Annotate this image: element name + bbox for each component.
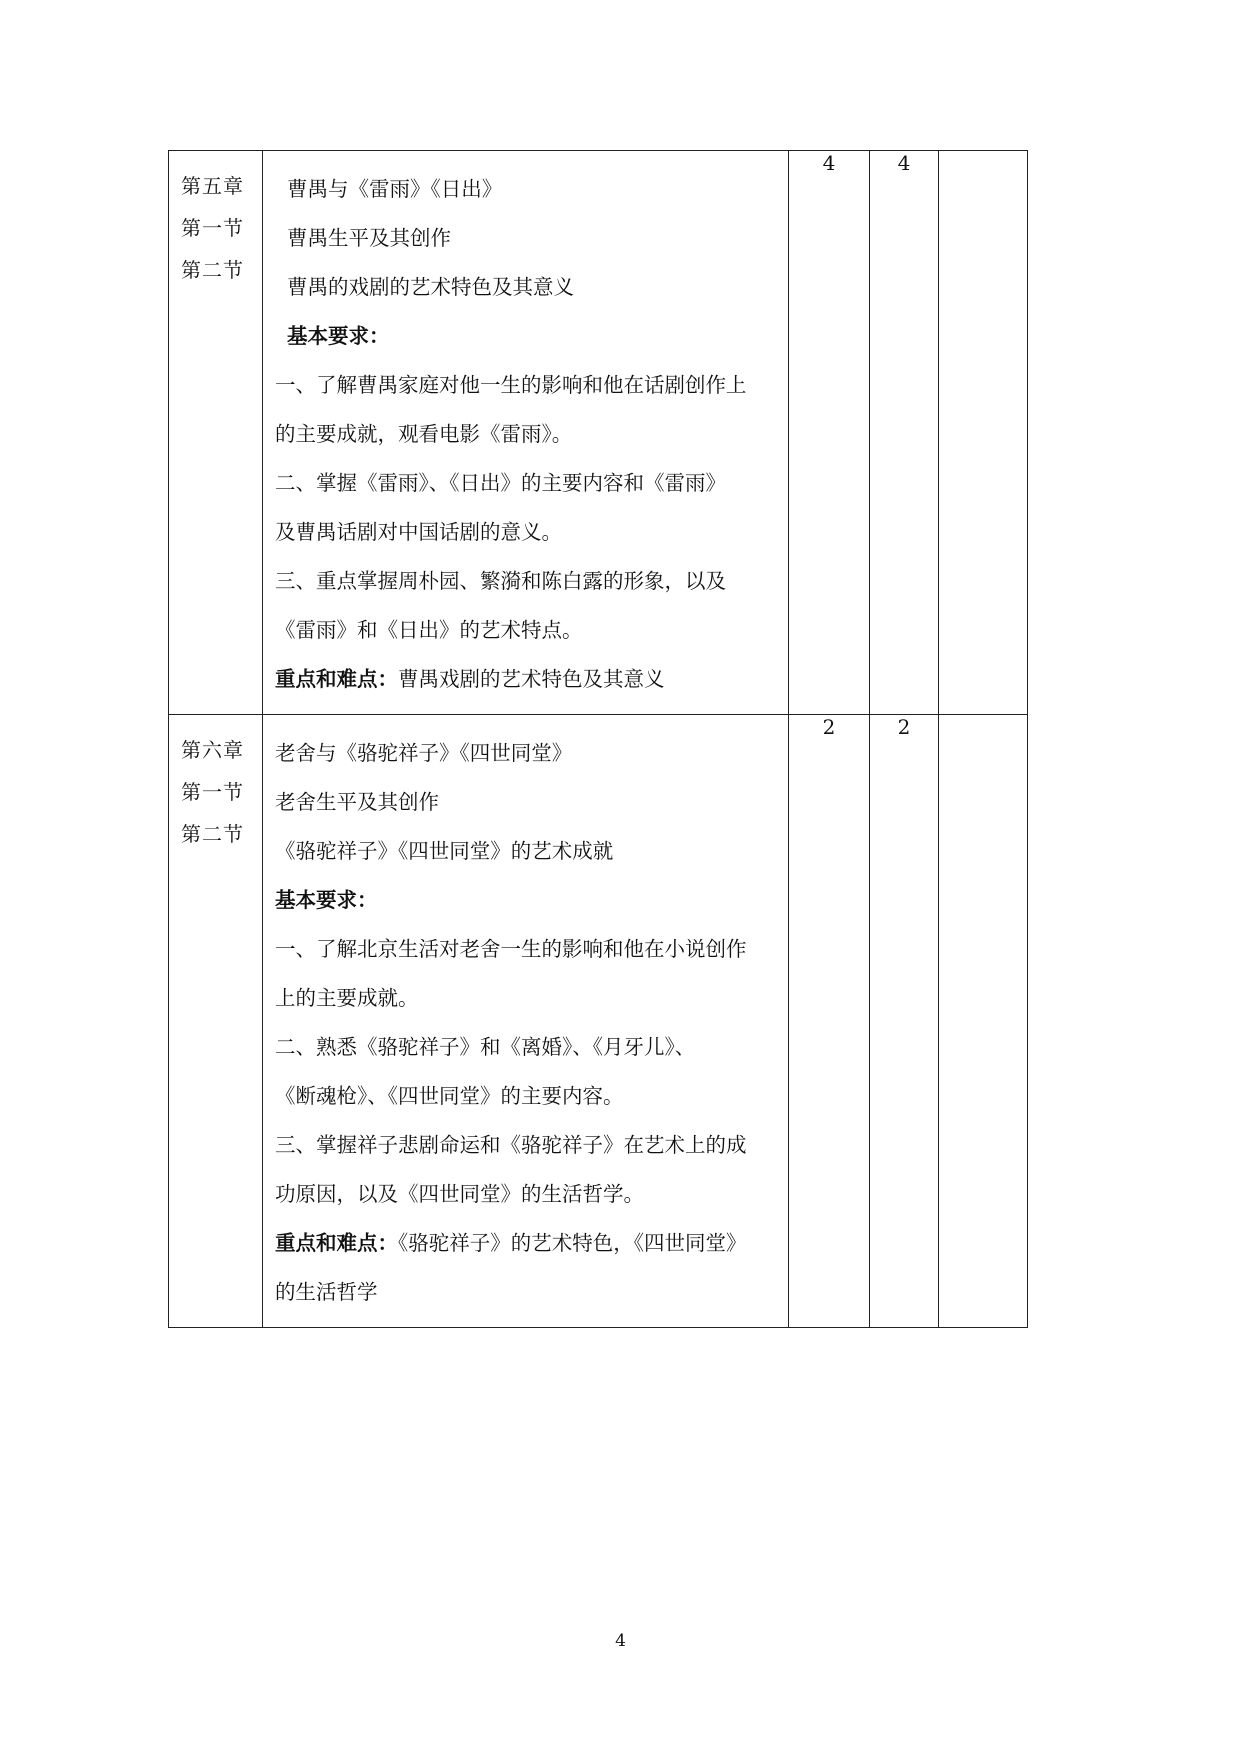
requirement-line: 功原因，以及《四世同堂》的生活哲学。: [275, 1182, 644, 1206]
requirement-line: 一、了解曹禺家庭对他一生的影响和他在话剧创作上: [275, 373, 747, 397]
note-cell: [939, 151, 1028, 715]
key-points-label: 重点和难点：: [275, 1231, 398, 1255]
key-points-text: 《骆驼祥子》的艺术特色，《四世同堂》: [398, 1231, 747, 1255]
section-topic: 曹禺生平及其创作: [287, 226, 451, 250]
requirement-line: 的主要成就，观看电影《雷雨》。: [275, 422, 573, 446]
key-points-text-continued: 的生活哲学: [275, 1280, 378, 1304]
chapter-cell: [169, 715, 263, 1328]
section-topic: 曹禺的戏剧的艺术特色及其意义: [287, 275, 574, 299]
note-cell: [939, 715, 1028, 1328]
requirement-line: 及曹禺话剧对中国话剧的意义。: [275, 520, 562, 544]
section-label: 第二节: [181, 258, 244, 282]
hours-cell: 4: [789, 151, 870, 715]
key-points-label: 重点和难点：: [275, 667, 398, 691]
section-topic: 《骆驼祥子》《四世同堂》的艺术成就: [275, 839, 614, 863]
requirement-line: 一、了解北京生活对老舍一生的影响和他在小说创作: [275, 937, 747, 961]
hours-cell: 2: [789, 715, 870, 1328]
table-row: [169, 151, 1028, 715]
hours-cell: 2: [870, 715, 939, 1328]
topic-title: 老舍与《骆驼祥子》《四世同堂》: [275, 741, 573, 765]
content-cell: [263, 151, 789, 715]
page-number: 4: [615, 1631, 626, 1651]
requirement-line: 二、熟悉《骆驼祥子》和《离婚》、《月牙儿》、: [275, 1035, 696, 1059]
requirement-line: 《雷雨》和《日出》的艺术特点。: [275, 618, 583, 642]
hours-cell: 4: [870, 151, 939, 715]
requirement-line: 三、重点掌握周朴园、繁漪和陈白露的形象，以及: [275, 569, 726, 593]
key-points-text: 曹禺戏剧的艺术特色及其意义: [398, 667, 665, 691]
chapter-cell: [169, 151, 263, 715]
section-label: 第一节: [181, 216, 244, 240]
syllabus-table: [168, 150, 1028, 1328]
requirements-label: 基本要求：: [275, 888, 378, 912]
topic-title: 曹禺与《雷雨》《日出》: [287, 177, 503, 201]
requirement-line: 上的主要成就。: [275, 986, 419, 1010]
chapter-title: 第五章: [181, 174, 244, 198]
requirements-label: 基本要求：: [287, 324, 390, 348]
section-label: 第一节: [181, 780, 244, 804]
content-cell: [263, 715, 789, 1328]
section-topic: 老舍生平及其创作: [275, 790, 439, 814]
table-row: [169, 715, 1028, 1328]
requirement-line: 《断魂枪》、《四世同堂》的主要内容。: [275, 1084, 624, 1108]
requirement-line: 二、掌握《雷雨》、《日出》的主要内容和《雷雨》: [275, 471, 726, 495]
requirement-line: 三、掌握祥子悲剧命运和《骆驼祥子》在艺术上的成: [275, 1133, 747, 1157]
section-label: 第二节: [181, 822, 244, 846]
chapter-title: 第六章: [181, 738, 244, 762]
